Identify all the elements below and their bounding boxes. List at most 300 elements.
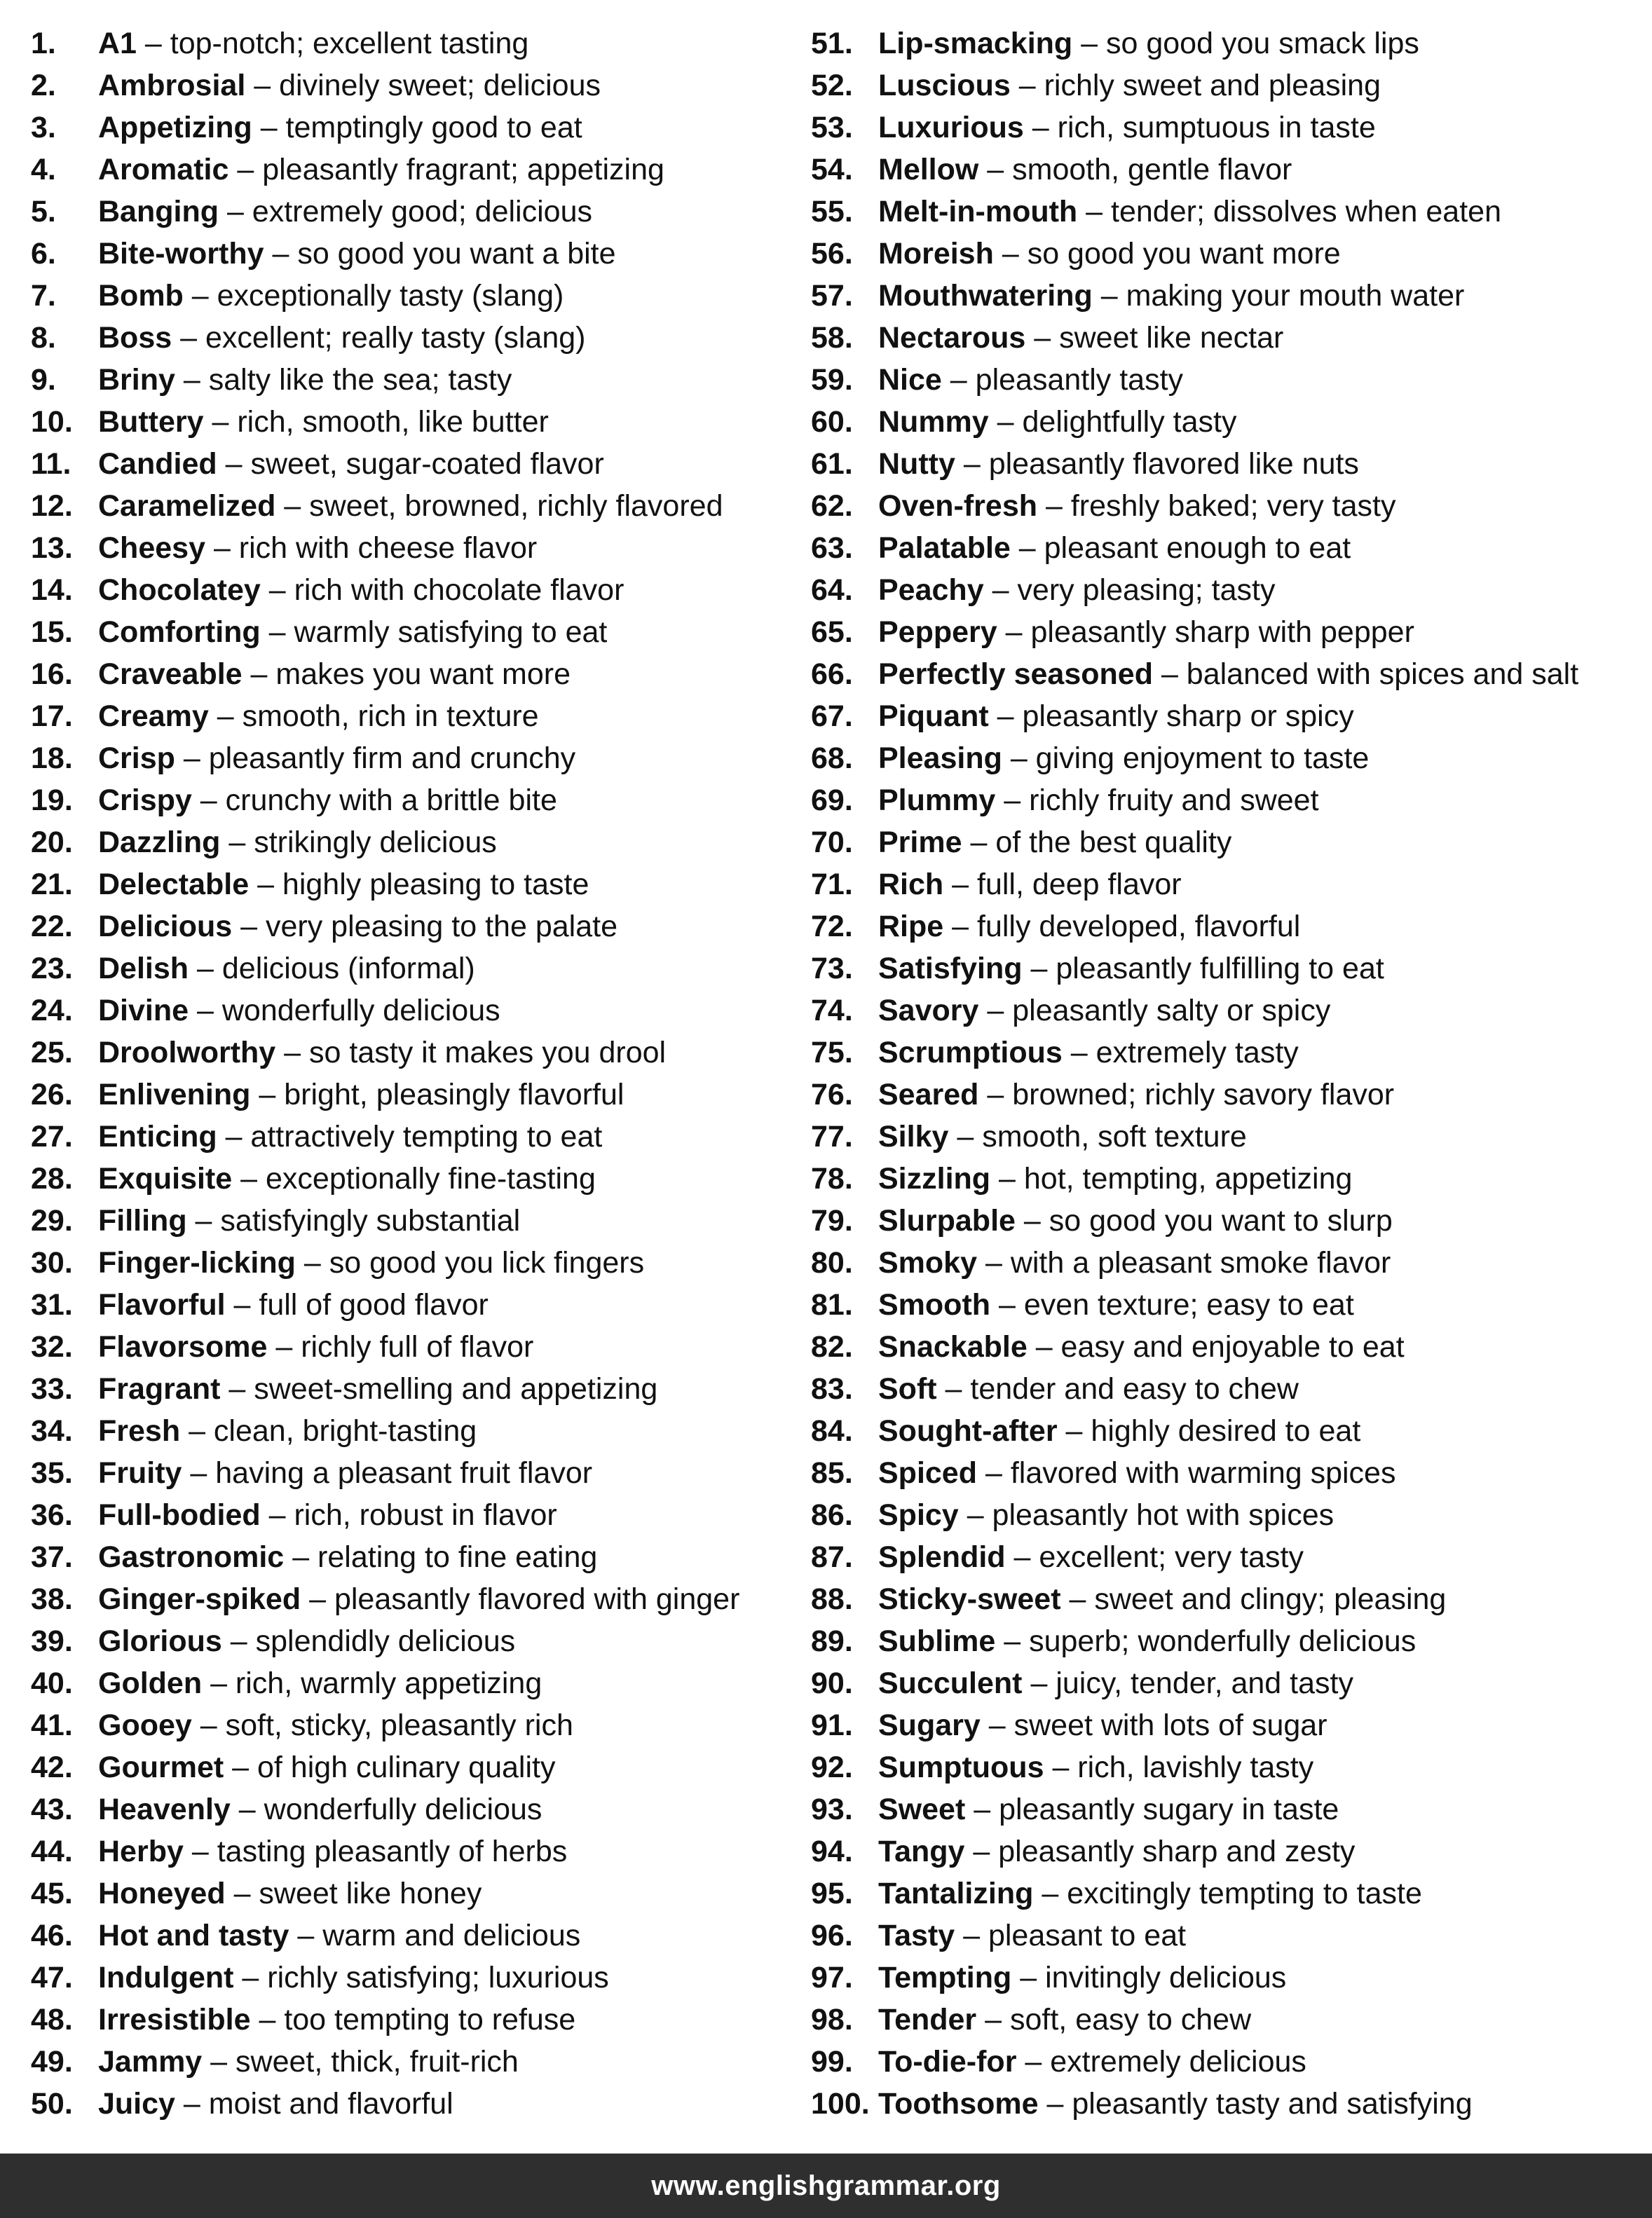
list-item <box>31 1410 802 1452</box>
list-item <box>811 1704 1648 1746</box>
item-definition: – browned; richly savory flavor <box>987 1078 1395 1111</box>
item-text <box>98 64 601 107</box>
item-word: Dazzling <box>98 826 221 859</box>
item-number: 56. <box>811 237 853 271</box>
item-word: Delicious <box>98 910 233 943</box>
list-item <box>811 821 1648 863</box>
list-item <box>31 695 802 737</box>
item-text <box>878 779 1319 821</box>
list-item <box>811 1578 1648 1620</box>
item-number: 46. <box>31 1919 73 1952</box>
item-definition: – highly pleasing to taste <box>257 868 589 901</box>
list-item <box>811 1200 1648 1242</box>
item-text <box>878 233 1341 275</box>
item-text <box>98 653 571 695</box>
item-word: Tempting <box>878 1961 1012 1994</box>
item-text <box>878 821 1231 863</box>
item-text <box>98 1873 482 1915</box>
item-text <box>878 737 1369 779</box>
item-number: 30. <box>31 1246 73 1280</box>
item-number: 10. <box>31 405 73 439</box>
item-definition: – pleasantly tasty <box>950 363 1184 397</box>
item-word: Creamy <box>98 699 209 733</box>
list-item <box>811 1242 1648 1284</box>
list-item <box>811 1452 1648 1494</box>
item-text <box>98 1788 542 1830</box>
item-word: Ginger-spiked <box>98 1582 301 1616</box>
item-number: 86. <box>811 1498 853 1532</box>
item-text <box>98 317 585 359</box>
item-definition: – rich, sumptuous in taste <box>1032 111 1376 144</box>
list-item <box>31 1873 802 1915</box>
list-item <box>31 1578 802 1620</box>
item-text <box>98 821 497 863</box>
item-word: Sizzling <box>878 1162 991 1196</box>
item-number: 69. <box>811 783 853 817</box>
item-number: 59. <box>811 363 853 397</box>
item-text <box>878 527 1351 569</box>
item-text <box>878 401 1236 443</box>
item-text <box>98 1704 573 1746</box>
item-text <box>878 191 1501 233</box>
list-item <box>811 191 1648 233</box>
item-definition: – splendidly delicious <box>230 1624 516 1658</box>
item-text <box>878 990 1330 1032</box>
item-word: Crisp <box>98 741 175 775</box>
list-item <box>811 653 1648 695</box>
item-number: 95. <box>811 1877 853 1910</box>
item-number: 27. <box>31 1120 73 1154</box>
item-definition: – pleasantly sharp or spicy <box>997 699 1354 733</box>
item-text <box>98 1116 602 1158</box>
item-text <box>98 737 575 779</box>
item-number: 16. <box>31 657 73 691</box>
item-text <box>98 905 617 947</box>
item-definition: – soft, easy to chew <box>985 2003 1252 2036</box>
list-item <box>31 611 802 653</box>
item-definition: – so good you want a bite <box>272 237 616 271</box>
item-number: 5. <box>31 195 56 228</box>
item-text <box>98 1746 555 1788</box>
item-word: Rich <box>878 868 944 901</box>
item-definition: – richly full of flavor <box>275 1330 534 1364</box>
item-word: Crispy <box>98 783 192 817</box>
item-word: Oven-fresh <box>878 489 1038 523</box>
item-definition: – full of good flavor <box>233 1288 489 1322</box>
item-word: Perfectly seasoned <box>878 657 1153 691</box>
item-number: 12. <box>31 489 73 523</box>
item-text <box>878 1704 1327 1746</box>
list-item <box>31 1915 802 1957</box>
item-number: 4. <box>31 153 56 186</box>
item-word: Tender <box>878 2003 977 2036</box>
item-text <box>878 863 1182 905</box>
item-number: 17. <box>31 699 73 733</box>
item-definition: – attractively tempting to eat <box>225 1120 603 1154</box>
item-definition: – pleasantly hot with spices <box>967 1498 1334 1532</box>
list-item <box>31 737 802 779</box>
item-number: 82. <box>811 1330 853 1364</box>
item-word: Nutty <box>878 447 955 481</box>
list-item <box>811 2041 1648 2083</box>
item-word: Lip-smacking <box>878 27 1073 60</box>
right-column <box>811 22 1648 2125</box>
item-number: 60. <box>811 405 853 439</box>
item-definition: – giving enjoyment to taste <box>1010 741 1370 775</box>
item-word: Cheesy <box>98 531 205 565</box>
item-number: 74. <box>811 994 853 1027</box>
item-word: Savory <box>878 994 979 1027</box>
item-definition: – sweet-smelling and appetizing <box>228 1372 658 1406</box>
item-definition: – pleasant enough to eat <box>1018 531 1351 565</box>
item-number: 34. <box>31 1414 73 1448</box>
item-word: Luscious <box>878 69 1011 102</box>
item-number: 20. <box>31 826 73 859</box>
item-definition: – of high culinary quality <box>232 1751 556 1784</box>
item-definition: – relating to fine eating <box>292 1540 598 1574</box>
item-word: Gourmet <box>98 1751 224 1784</box>
item-definition: – rich with cheese flavor <box>213 531 538 565</box>
item-text <box>98 1074 624 1116</box>
item-definition: – extremely delicious <box>1025 2045 1306 2079</box>
item-text <box>878 1326 1405 1368</box>
item-number: 15. <box>31 615 73 649</box>
item-text <box>98 233 616 275</box>
item-definition: – soft, sticky, pleasantly rich <box>200 1709 573 1742</box>
item-definition: – extremely tasty <box>1070 1036 1299 1069</box>
item-text <box>878 905 1300 947</box>
item-text <box>98 1410 477 1452</box>
footer-bar <box>0 2154 1652 2218</box>
item-number: 62. <box>811 489 853 523</box>
list-item <box>31 1620 802 1662</box>
item-definition: – rich with chocolate flavor <box>268 573 624 607</box>
list-item <box>811 1957 1648 1999</box>
list-item <box>811 905 1648 947</box>
item-word: Mellow <box>878 153 979 186</box>
item-definition: – rich, warmly appetizing <box>210 1666 542 1700</box>
item-definition: – fully developed, flavorful <box>952 910 1301 943</box>
list-item <box>31 947 802 990</box>
item-definition: – rich, robust in flavor <box>268 1498 557 1532</box>
item-definition: – so good you want to slurp <box>1023 1204 1393 1238</box>
item-word: Candied <box>98 447 217 481</box>
list-item <box>31 1957 802 1999</box>
list-item <box>31 1452 802 1494</box>
item-definition: – sweet, sugar-coated flavor <box>225 447 604 481</box>
item-number: 66. <box>811 657 853 691</box>
list-item <box>31 569 802 611</box>
list-item <box>811 485 1648 527</box>
item-word: Chocolatey <box>98 573 261 607</box>
item-number: 77. <box>811 1120 853 1154</box>
item-definition: – so good you want more <box>1002 237 1341 271</box>
item-definition: – richly fruity and sweet <box>1004 783 1319 817</box>
list-item <box>31 1116 802 1158</box>
item-word: Juicy <box>98 2087 175 2121</box>
list-item <box>811 1662 1648 1704</box>
item-word: Soft <box>878 1372 937 1406</box>
item-number: 94. <box>811 1835 853 1868</box>
item-word: Tantalizing <box>878 1877 1034 1910</box>
list-item <box>811 1074 1648 1116</box>
item-word: Bite-worthy <box>98 237 264 271</box>
left-column <box>31 22 802 2125</box>
item-number: 64. <box>811 573 853 607</box>
item-number: 21. <box>31 868 73 901</box>
list-item <box>811 1494 1648 1536</box>
item-definition: – pleasantly sugary in taste <box>974 1793 1339 1826</box>
item-definition: – pleasantly sharp and zesty <box>973 1835 1356 1868</box>
item-definition: – smooth, soft texture <box>957 1120 1247 1154</box>
item-definition: – rich, lavishly tasty <box>1052 1751 1314 1784</box>
item-number: 87. <box>811 1540 853 1574</box>
list-item <box>31 443 802 485</box>
item-number: 68. <box>811 741 853 775</box>
item-text <box>98 1957 609 1999</box>
item-number: 51. <box>811 27 853 60</box>
item-word: Enlivening <box>98 1078 251 1111</box>
item-number: 35. <box>31 1456 73 1490</box>
item-text <box>878 1915 1186 1957</box>
list-item <box>31 1704 802 1746</box>
item-word: Sought-after <box>878 1414 1058 1448</box>
item-text <box>98 1284 489 1326</box>
item-word: Golden <box>98 1666 203 1700</box>
list-item <box>31 1158 802 1200</box>
item-definition: – even texture; easy to eat <box>999 1288 1354 1322</box>
item-definition: – exceptionally tasty (slang) <box>191 279 564 313</box>
list-item <box>31 22 802 64</box>
list-item <box>811 1158 1648 1200</box>
item-word: Fruity <box>98 1456 182 1490</box>
item-number: 75. <box>811 1036 853 1069</box>
item-text <box>98 1452 592 1494</box>
item-definition: – sweet and clingy; pleasing <box>1069 1582 1447 1616</box>
list-item <box>31 149 802 191</box>
list-item <box>811 1368 1648 1410</box>
list-item <box>31 359 802 401</box>
item-word: Exquisite <box>98 1162 233 1196</box>
item-number: 3. <box>31 111 56 144</box>
item-text <box>98 359 512 401</box>
item-number: 79. <box>811 1204 853 1238</box>
list-item <box>31 1830 802 1873</box>
list-item <box>31 1788 802 1830</box>
item-word: Fragrant <box>98 1372 221 1406</box>
item-definition: – balanced with spices and salt <box>1161 657 1579 691</box>
list-item <box>31 821 802 863</box>
item-word: Smoky <box>878 1246 978 1280</box>
item-definition: – tasting pleasantly of herbs <box>191 1835 568 1868</box>
item-text <box>878 1074 1394 1116</box>
item-text <box>878 1999 1251 2041</box>
item-text <box>878 1873 1422 1915</box>
item-number: 19. <box>31 783 73 817</box>
item-word: Prime <box>878 826 962 859</box>
item-word: Snackable <box>878 1330 1028 1364</box>
item-number: 24. <box>31 994 73 1027</box>
item-word: Flavorsome <box>98 1330 268 1364</box>
list-item <box>811 317 1648 359</box>
list-item <box>811 527 1648 569</box>
item-word: Hot and tasty <box>98 1919 289 1952</box>
list-item <box>811 1915 1648 1957</box>
item-definition: – making your mouth water <box>1100 279 1465 313</box>
item-text <box>98 149 664 191</box>
item-word: Succulent <box>878 1666 1023 1700</box>
item-text <box>878 1662 1353 1704</box>
item-number: 41. <box>31 1709 73 1742</box>
item-word: Gastronomic <box>98 1540 285 1574</box>
item-word: Irresistible <box>98 2003 251 2036</box>
item-number: 32. <box>31 1330 73 1364</box>
list-item <box>31 527 802 569</box>
item-definition: – warmly satisfying to eat <box>268 615 608 649</box>
item-definition: – easy and enjoyable to eat <box>1035 1330 1405 1364</box>
list-item <box>811 107 1648 149</box>
item-text <box>878 1620 1416 1662</box>
item-word: Comforting <box>98 615 261 649</box>
item-definition: – sweet, browned, richly flavored <box>284 489 723 523</box>
item-number: 43. <box>31 1793 73 1826</box>
list-item <box>811 569 1648 611</box>
item-text <box>98 191 592 233</box>
list-item <box>31 2041 802 2083</box>
item-word: Fresh <box>98 1414 181 1448</box>
item-definition: – hot, tempting, appetizing <box>999 1162 1353 1196</box>
item-definition: – excellent; really tasty (slang) <box>180 321 586 355</box>
item-text <box>98 863 589 905</box>
item-definition: – smooth, rich in texture <box>217 699 539 733</box>
item-word: Flavorful <box>98 1288 226 1322</box>
list-item <box>31 1284 802 1326</box>
item-number: 29. <box>31 1204 73 1238</box>
item-word: Ambrosial <box>98 69 246 102</box>
item-text <box>98 1578 739 1620</box>
item-word: Heavenly <box>98 1793 231 1826</box>
list-item <box>31 317 802 359</box>
item-definition: – excellent; very tasty <box>1013 1540 1304 1574</box>
item-number: 70. <box>811 826 853 859</box>
item-number: 73. <box>811 952 853 985</box>
item-text <box>98 401 549 443</box>
item-word: Craveable <box>98 657 243 691</box>
list-item <box>31 485 802 527</box>
item-text <box>98 527 537 569</box>
item-definition: – tender and easy to chew <box>945 1372 1299 1406</box>
item-definition: – superb; wonderfully delicious <box>1004 1624 1417 1658</box>
item-definition: – top-notch; excellent tasting <box>144 27 529 60</box>
item-text <box>878 2041 1306 2083</box>
list-item <box>31 1368 802 1410</box>
list-item <box>31 1074 802 1116</box>
item-word: Honeyed <box>98 1877 226 1910</box>
item-definition: – pleasantly fragrant; appetizing <box>237 153 664 186</box>
item-text <box>878 22 1419 64</box>
item-number: 28. <box>31 1162 73 1196</box>
item-text <box>98 1200 520 1242</box>
item-text <box>98 1326 533 1368</box>
item-word: Bomb <box>98 279 184 313</box>
item-word: Plummy <box>878 783 996 817</box>
item-number: 8. <box>31 321 56 355</box>
item-definition: – highly desired to eat <box>1065 1414 1361 1448</box>
item-definition: – tender; dissolves when eaten <box>1086 195 1501 228</box>
list-item <box>811 443 1648 485</box>
item-word: Slurpable <box>878 1204 1016 1238</box>
item-text <box>878 1032 1299 1074</box>
item-number: 53. <box>811 111 853 144</box>
item-definition: – warm and delicious <box>297 1919 581 1952</box>
item-definition: – invitingly delicious <box>1020 1961 1287 1994</box>
item-number: 92. <box>811 1751 853 1784</box>
list-item <box>31 2083 802 2125</box>
item-definition: – with a pleasant smoke flavor <box>985 1246 1391 1280</box>
item-number: 88. <box>811 1582 853 1616</box>
item-definition: – too tempting to refuse <box>259 2003 576 2036</box>
item-definition: – flavored with warming spices <box>985 1456 1396 1490</box>
item-text <box>98 22 528 64</box>
item-word: Indulgent <box>98 1961 234 1994</box>
item-text <box>98 1536 597 1578</box>
item-definition: – so good you smack lips <box>1081 27 1419 60</box>
list-item <box>811 1873 1648 1915</box>
item-number: 99. <box>811 2045 853 2079</box>
item-word: Delectable <box>98 868 250 901</box>
item-definition: – pleasantly fulfilling to eat <box>1030 952 1384 985</box>
website-url[interactable]: www.englishgrammar.org <box>651 2170 1001 2201</box>
item-definition: – wonderfully delicious <box>197 994 500 1027</box>
item-number: 6. <box>31 237 56 271</box>
item-definition: – rich, smooth, like butter <box>212 405 549 439</box>
item-definition: – very pleasing; tasty <box>992 573 1276 607</box>
item-definition: – exceptionally fine-tasting <box>240 1162 596 1196</box>
item-text <box>98 1494 557 1536</box>
item-text <box>98 779 557 821</box>
item-definition: – freshly baked; very tasty <box>1045 489 1396 523</box>
item-word: Full-bodied <box>98 1498 261 1532</box>
item-definition: – pleasantly salty or spicy <box>987 994 1331 1027</box>
item-text <box>878 947 1384 990</box>
list-item <box>811 737 1648 779</box>
item-number: 84. <box>811 1414 853 1448</box>
item-word: Spicy <box>878 1498 959 1532</box>
list-item <box>31 233 802 275</box>
item-text <box>98 443 604 485</box>
item-definition: – sweet with lots of sugar <box>988 1709 1327 1742</box>
item-number: 50. <box>31 2087 73 2121</box>
list-item <box>31 1536 802 1578</box>
item-text <box>878 1158 1352 1200</box>
item-definition: – pleasantly firm and crunchy <box>183 741 576 775</box>
item-text <box>98 1158 596 1200</box>
item-definition: – full, deep flavor <box>952 868 1182 901</box>
item-number: 36. <box>31 1498 73 1532</box>
item-word: Nummy <box>878 405 989 439</box>
item-number: 33. <box>31 1372 73 1406</box>
item-text <box>98 1830 567 1873</box>
list-item <box>31 1242 802 1284</box>
item-word: Briny <box>98 363 175 397</box>
item-word: Aromatic <box>98 153 229 186</box>
item-number: 45. <box>31 1877 73 1910</box>
item-definition: – so good you lick fingers <box>303 1246 645 1280</box>
item-definition: – richly sweet and pleasing <box>1018 69 1381 102</box>
item-number: 2. <box>31 69 56 102</box>
item-definition: – sweet like nectar <box>1034 321 1284 355</box>
item-word: Mouthwatering <box>878 279 1093 313</box>
